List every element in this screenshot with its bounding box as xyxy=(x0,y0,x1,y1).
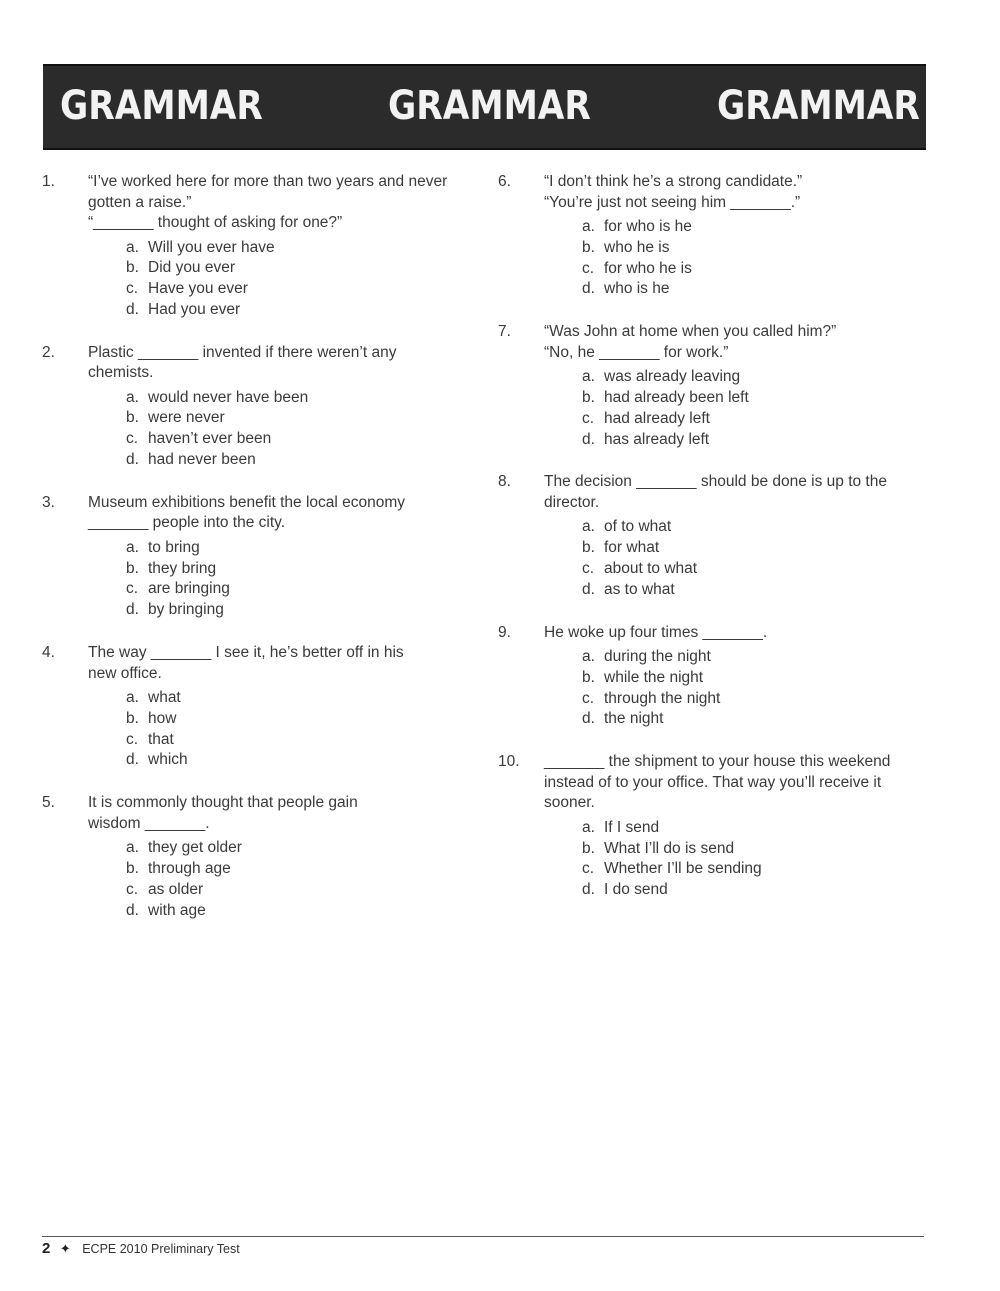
question-2 xyxy=(42,343,482,471)
question-number: 1. xyxy=(42,173,55,190)
option-letter: b. xyxy=(126,559,139,577)
banner-title: GRAMMAR xyxy=(388,83,591,129)
option-letter: c. xyxy=(126,280,139,298)
answer-option-b[interactable] xyxy=(126,408,482,429)
answer-option-c[interactable] xyxy=(582,559,918,580)
option-letter: a. xyxy=(126,689,139,707)
option-letter: d. xyxy=(126,751,139,769)
answer-option-b[interactable] xyxy=(582,668,918,689)
answer-option-a[interactable] xyxy=(126,388,482,409)
option-text: who is he xyxy=(604,280,670,298)
page-footer xyxy=(42,1240,240,1258)
question-stem: The decision _______ should be done is up to the xyxy=(544,473,887,491)
answer-option-d[interactable] xyxy=(126,600,482,621)
answer-option-c[interactable] xyxy=(126,880,482,901)
question-number: 10. xyxy=(498,753,520,771)
option-text: they bring xyxy=(148,559,217,577)
question-number: 6. xyxy=(498,173,511,190)
question-stem: “You’re just not seeing him _______.” xyxy=(544,193,801,211)
answer-option-d[interactable] xyxy=(582,580,918,601)
option-text: Have you ever xyxy=(148,280,248,298)
option-letter: b. xyxy=(126,409,139,427)
option-text: was already leaving xyxy=(604,368,741,386)
question-stem: “_______ thought of asking for one?” xyxy=(88,214,343,231)
answer-option-d[interactable] xyxy=(582,430,918,451)
answer-option-b[interactable] xyxy=(582,388,918,409)
option-text: about to what xyxy=(604,559,698,577)
answer-options xyxy=(582,647,918,730)
footer-divider xyxy=(42,1236,924,1237)
answer-option-c[interactable] xyxy=(582,689,918,710)
answer-option-c[interactable] xyxy=(126,429,482,450)
option-text: were never xyxy=(148,409,225,427)
option-text: for what xyxy=(604,539,660,557)
answer-option-d[interactable] xyxy=(126,750,482,771)
answer-options xyxy=(582,517,918,600)
option-text: while the night xyxy=(604,668,704,686)
option-text: I do send xyxy=(604,881,668,899)
section-banner xyxy=(43,64,926,150)
page-number: 2 xyxy=(42,1240,51,1257)
question-number: 9. xyxy=(498,623,511,641)
footer-title: ECPE 2010 Preliminary Test xyxy=(82,1242,240,1256)
question-stem: “I’ve worked here for more than two years and never xyxy=(88,173,448,190)
option-letter: b. xyxy=(126,259,139,277)
option-text: who he is xyxy=(604,238,670,256)
answer-option-b[interactable] xyxy=(582,839,918,860)
option-letter: d. xyxy=(582,710,595,728)
question-10 xyxy=(498,752,918,901)
question-stem: “No, he _______ for work.” xyxy=(544,343,729,361)
option-text: for who he is xyxy=(604,259,692,277)
question-4 xyxy=(42,643,482,771)
answer-option-a[interactable] xyxy=(582,517,918,538)
option-text: haven’t ever been xyxy=(148,430,272,448)
option-letter: d. xyxy=(126,901,139,919)
answer-option-d[interactable] xyxy=(582,709,918,730)
option-text: Whether I’ll be sending xyxy=(604,860,762,878)
option-text: Will you ever have xyxy=(148,238,275,256)
answer-option-c[interactable] xyxy=(582,409,918,430)
question-stem: gotten a raise.” xyxy=(88,193,192,211)
option-letter: b. xyxy=(582,238,595,256)
question-5 xyxy=(42,793,482,921)
option-text: had already been left xyxy=(604,388,749,406)
answer-option-c[interactable] xyxy=(126,579,482,600)
answer-option-d[interactable] xyxy=(126,300,482,321)
option-text: as older xyxy=(148,880,204,898)
banner-title: GRAMMAR xyxy=(60,83,263,129)
option-text: how xyxy=(148,709,177,727)
left-column xyxy=(42,172,482,941)
option-text: through the night xyxy=(604,689,721,707)
question-stem: wisdom _______. xyxy=(88,814,210,832)
option-letter: a. xyxy=(582,648,595,666)
answer-option-d[interactable] xyxy=(126,901,482,922)
question-stem: director. xyxy=(544,493,600,511)
question-number: 4. xyxy=(42,644,55,662)
answer-option-b[interactable] xyxy=(582,238,918,259)
option-letter: d. xyxy=(582,280,595,298)
answer-options xyxy=(126,538,482,621)
answer-option-b[interactable] xyxy=(126,859,482,880)
option-text: the night xyxy=(604,710,664,728)
option-letter: b. xyxy=(126,860,139,878)
answer-options xyxy=(126,388,482,471)
option-letter: d. xyxy=(126,300,139,318)
question-stem: _______ the shipment to your house this weekend xyxy=(544,753,891,771)
option-letter: a. xyxy=(582,518,595,536)
option-letter: c. xyxy=(582,689,595,707)
question-stem: new office. xyxy=(88,664,162,682)
option-text: of to what xyxy=(604,518,672,536)
answer-option-a[interactable] xyxy=(126,688,482,709)
option-letter: d. xyxy=(582,580,595,598)
option-letter: a. xyxy=(126,538,139,556)
option-letter: b. xyxy=(582,539,595,557)
answer-option-c[interactable] xyxy=(582,859,918,880)
banner-title: GRAMMAR xyxy=(717,83,920,129)
question-7 xyxy=(498,322,918,450)
question-9 xyxy=(498,623,918,731)
question-stem: _______ people into the city. xyxy=(88,514,286,532)
option-letter: b. xyxy=(582,839,595,857)
option-letter: a. xyxy=(582,218,595,235)
star-separator-icon: ✦ xyxy=(59,1241,71,1256)
option-letter: d. xyxy=(582,430,595,448)
question-number: 5. xyxy=(42,794,55,812)
option-letter: c. xyxy=(126,730,139,748)
option-text: with age xyxy=(148,901,206,919)
option-letter: c. xyxy=(582,559,595,577)
option-text: would never have been xyxy=(148,388,309,406)
option-letter: c. xyxy=(582,409,595,427)
question-stem: He woke up four times _______. xyxy=(544,623,768,641)
question-1 xyxy=(42,172,482,321)
question-number: 7. xyxy=(498,323,511,341)
question-6 xyxy=(498,172,918,300)
question-stem: Plastic _______ invented if there weren’t any xyxy=(88,343,397,361)
option-letter: a. xyxy=(126,388,139,406)
question-number: 2. xyxy=(42,343,55,361)
option-text: they get older xyxy=(148,839,242,857)
question-8 xyxy=(498,472,918,600)
right-column xyxy=(498,172,918,921)
answer-option-a[interactable] xyxy=(126,238,482,259)
option-text: are bringing xyxy=(148,580,230,598)
answer-option-d[interactable] xyxy=(582,279,918,300)
answer-options xyxy=(126,688,482,771)
answer-option-a[interactable] xyxy=(582,647,918,668)
option-text: had never been xyxy=(148,451,256,469)
option-text: through age xyxy=(148,860,231,878)
option-letter: c. xyxy=(126,880,139,898)
option-text: What I’ll do is send xyxy=(604,839,735,857)
option-letter: d. xyxy=(582,881,595,899)
answer-options xyxy=(582,818,918,901)
answer-options xyxy=(582,217,918,300)
question-3 xyxy=(42,493,482,621)
answer-option-d[interactable] xyxy=(582,880,918,901)
question-stem: “Was John at home when you called him?” xyxy=(544,323,837,341)
answer-option-b[interactable] xyxy=(582,538,918,559)
option-letter: a. xyxy=(582,818,595,836)
option-text: that xyxy=(148,730,174,748)
question-number: 3. xyxy=(42,493,55,511)
option-letter: c. xyxy=(582,259,595,277)
option-text: has already left xyxy=(604,430,710,448)
question-stem: The way _______ I see it, he’s better off in his xyxy=(88,644,404,662)
option-letter: b. xyxy=(582,668,595,686)
answer-option-d[interactable] xyxy=(126,450,482,471)
answer-option-a[interactable] xyxy=(582,367,918,388)
option-text: Had you ever xyxy=(148,300,241,318)
option-letter: d. xyxy=(126,601,139,619)
answer-option-c[interactable] xyxy=(582,259,918,280)
answer-options xyxy=(582,367,918,450)
option-text: as to what xyxy=(604,580,675,598)
option-letter: a. xyxy=(126,238,139,256)
question-stem: sooner. xyxy=(544,794,595,812)
question-stem: “I don’t think he’s a strong candidate.” xyxy=(544,173,803,190)
option-letter: c. xyxy=(582,860,595,878)
option-letter: d. xyxy=(126,451,139,469)
option-text: Did you ever xyxy=(148,259,236,277)
answer-option-a[interactable] xyxy=(126,838,482,859)
option-letter: c. xyxy=(126,580,139,598)
answer-option-a[interactable] xyxy=(582,217,918,238)
answer-option-c[interactable] xyxy=(126,730,482,751)
answer-option-a[interactable] xyxy=(126,538,482,559)
answer-option-a[interactable] xyxy=(582,818,918,839)
option-letter: c. xyxy=(126,430,139,448)
answer-option-b[interactable] xyxy=(126,559,482,580)
question-number: 8. xyxy=(498,473,511,491)
option-letter: b. xyxy=(582,388,595,406)
option-text: had already left xyxy=(604,409,710,427)
option-letter: a. xyxy=(126,839,139,857)
question-stem: instead of to your office. That way you’ll receive it xyxy=(544,773,882,791)
answer-options xyxy=(126,238,482,321)
question-stem: chemists. xyxy=(88,364,154,382)
option-text: by bringing xyxy=(148,601,224,619)
option-text: which xyxy=(148,751,188,769)
question-stem: Museum exhibitions benefit the local economy xyxy=(88,493,406,511)
option-text: If I send xyxy=(604,818,660,836)
question-stem: It is commonly thought that people gain xyxy=(88,794,358,812)
answer-option-c[interactable] xyxy=(126,279,482,300)
option-text: what xyxy=(148,689,181,707)
option-text: for who is he xyxy=(604,218,692,235)
option-letter: a. xyxy=(582,368,595,386)
option-text: during the night xyxy=(604,648,711,666)
answer-option-b[interactable] xyxy=(126,258,482,279)
answer-option-b[interactable] xyxy=(126,709,482,730)
option-text: to bring xyxy=(148,538,200,556)
option-letter: b. xyxy=(126,709,139,727)
answer-options xyxy=(126,838,482,921)
